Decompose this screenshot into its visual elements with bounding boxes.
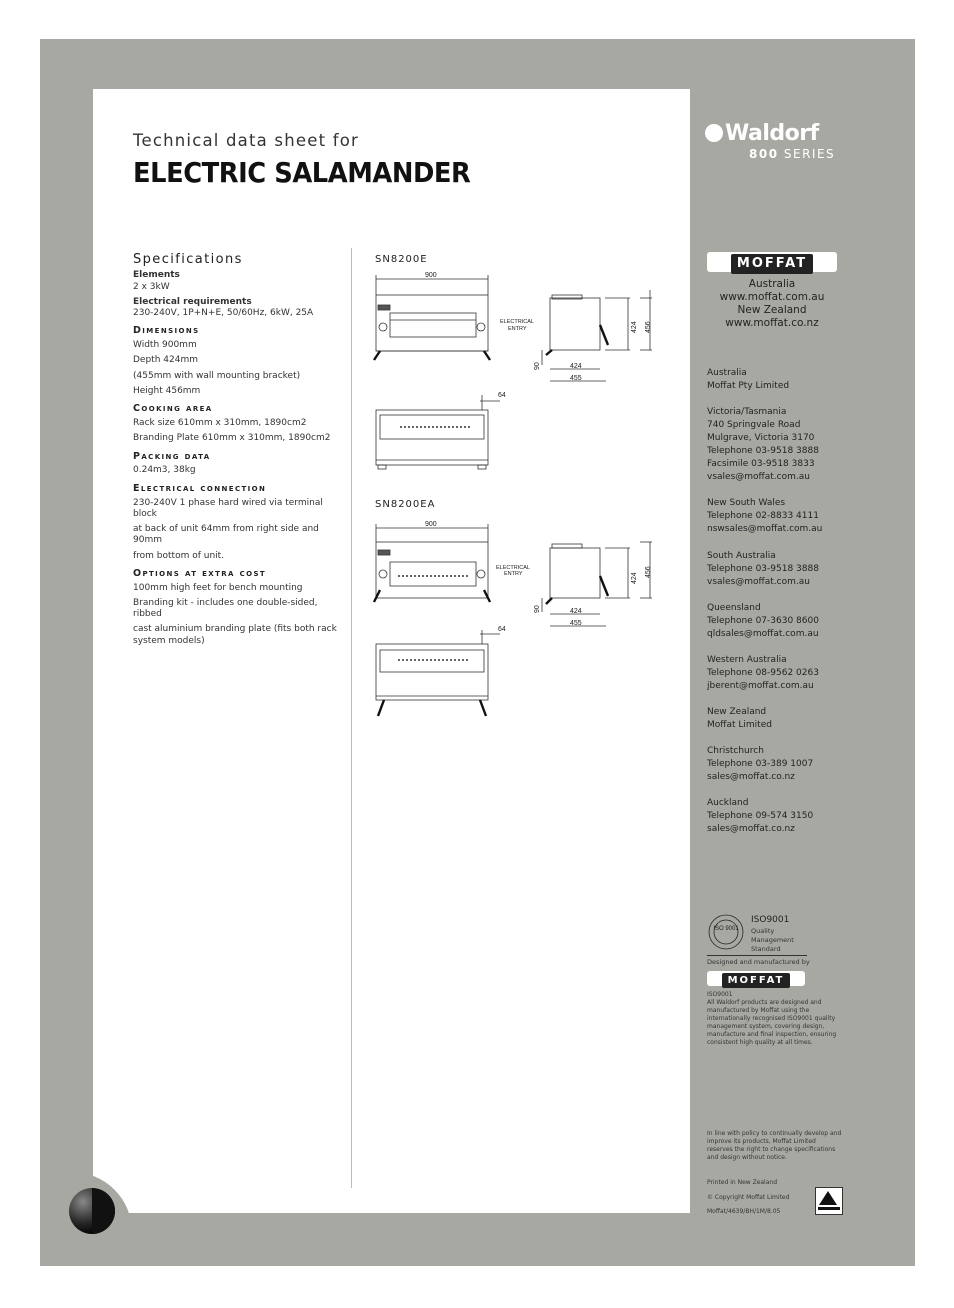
contact-line: Telephone 08-9562 0263: [707, 667, 819, 678]
series-label: [749, 147, 835, 161]
electrical-label: Electrical requirements: [133, 296, 252, 307]
cooking-branding: Branding Plate 610mm x 310mm, 1890cm2: [133, 433, 331, 444]
packing-heading: Packing data: [133, 450, 211, 462]
iso-line-3: Standard: [751, 945, 781, 953]
contact-line: Mulgrave, Victoria 3170: [707, 433, 815, 444]
options-line-1: 100mm high feet for bench mounting: [133, 582, 303, 593]
moffat-small-logo-text: MOFFAT: [722, 973, 791, 988]
moffat-logo: [707, 252, 837, 272]
contact-block: [707, 797, 847, 836]
iso-rule: [707, 955, 807, 956]
waldorf-logo-icon: [705, 124, 723, 142]
dim-width-label: 900: [425, 272, 437, 279]
document-code: Moffat/4639/BH/1M/8.05: [707, 1208, 781, 1215]
contact-block: [707, 550, 847, 589]
contact-line[interactable]: vsales@moffat.com.au: [707, 472, 810, 483]
web-url-1[interactable]: www.moffat.com.au: [719, 291, 825, 304]
dim-height-label: 456: [645, 566, 652, 578]
contact-line[interactable]: sales@moffat.co.nz: [707, 824, 795, 835]
electrical-value: 230-240V, 1P+N+E, 50/60Hz, 6kW, 25A: [133, 308, 314, 318]
cooking-area-heading: Cooking area: [133, 403, 213, 415]
dim-entry-side-label: 64: [498, 392, 506, 399]
web-country-1: Australia: [748, 278, 796, 290]
options-line-2: Branding kit - includes one double-sided, ribbed: [133, 597, 318, 620]
contact-line: Moffat Pty Limited: [707, 381, 790, 392]
model-label-sn8200ea: SN8200EA: [375, 499, 436, 510]
contact-line: Queensland: [707, 602, 761, 613]
series-text: SERIES: [783, 147, 836, 161]
waldorf-logo: [705, 121, 836, 161]
contact-block: [707, 497, 847, 536]
web-url-2[interactable]: www.moffat.co.nz: [725, 317, 819, 330]
contact-line: Telephone 07-3630 8600: [707, 615, 819, 626]
dim-depth-bracket-label: 455: [570, 620, 582, 627]
dim-height-label: 456: [645, 321, 652, 333]
policy-text: In line with policy to continually develop and improve its products, Moffat Limited reserves the right to change specifications and design without notice.: [707, 1130, 842, 1162]
contact-line: Telephone 02-8833 4111: [707, 511, 819, 522]
iso-seal-icon: [707, 913, 749, 953]
contact-line: South Australia: [707, 550, 776, 561]
contact-line: Telephone 09-574 3150: [707, 811, 814, 822]
options-heading: Options at extra cost: [133, 567, 267, 579]
entry-label-1: ELECTRICAL: [496, 565, 530, 571]
designed-by: Designed and manufactured by: [707, 958, 810, 966]
entry-label-2: ENTRY: [504, 571, 523, 577]
iso-title: ISO9001: [751, 915, 790, 925]
certification-mark-icon: [815, 1187, 843, 1215]
copyright-text: © Copyright Moffat Limited: [707, 1194, 790, 1201]
specifications-heading: Specifications: [133, 252, 243, 267]
packing-value: 0.24m3, 38kg: [133, 465, 196, 476]
contact-line: Western Australia: [707, 654, 787, 665]
contact-line: Telephone 03-9518 3888: [707, 446, 819, 457]
contact-line: Telephone 03-389 1007: [707, 759, 814, 770]
elements-value: 2 x 3kW: [133, 281, 170, 292]
sn8200e-drawing: [370, 265, 660, 480]
dimensions-heading: Dimensions: [133, 325, 200, 337]
contact-block: [707, 745, 847, 784]
contact-line: Australia: [707, 368, 747, 378]
contact-line: Facsimile 03-9518 3833: [707, 459, 815, 470]
dim-depth-label: 424: [570, 608, 582, 615]
contact-block: [707, 602, 847, 641]
connection-line-1: 230-240V 1 phase hard wired via terminal block: [133, 497, 323, 519]
document-subtitle: Technical data sheet for: [133, 131, 359, 150]
contact-line[interactable]: sales@moffat.co.nz: [707, 772, 795, 783]
contact-block: [707, 406, 847, 484]
iso-label: ISO9001: [707, 991, 733, 998]
entry-label-2: ENTRY: [508, 326, 527, 332]
cooking-rack: Rack size 610mm x 310mm, 1890cm2: [133, 418, 307, 428]
printed-text: Printed in New Zealand: [707, 1179, 778, 1186]
waldorf-logo-text: Waldorf: [725, 121, 819, 146]
contact-line: New South Wales: [707, 498, 786, 509]
contact-block: [707, 367, 847, 393]
document-title: ELECTRIC SALAMANDER: [133, 156, 471, 189]
moffat-small-logo: [707, 971, 805, 986]
contact-line: Victoria/Tasmania: [707, 407, 787, 418]
connection-line-2: at back of unit 64mm from right side and 90mm: [133, 524, 319, 546]
iso-seal-text: ISO 9001: [713, 926, 739, 932]
dim-depth-bracket-label: 455: [570, 375, 582, 382]
contact-line: Christchurch: [707, 746, 764, 757]
entry-label-1: ELECTRICAL: [500, 319, 534, 325]
dim-entry-bottom-label: 90: [534, 362, 541, 370]
moffat-logo-text: MOFFAT: [731, 254, 813, 274]
dimensions-height: Height 456mm: [133, 385, 201, 396]
contact-line[interactable]: jberent@moffat.com.au: [707, 680, 814, 691]
model-label-sn8200e: SN8200E: [375, 254, 428, 265]
column-divider: [351, 248, 352, 1188]
contact-line: New Zealand: [707, 706, 767, 717]
dim-depth-label: 424: [570, 363, 582, 370]
iso-line-1: Quality: [751, 927, 775, 935]
series-number: 800: [749, 147, 779, 161]
dimensions-width: Width 900mm: [133, 340, 197, 351]
dim-height-inner-label: 424: [631, 572, 638, 584]
dim-height-inner-label: 424: [631, 321, 638, 333]
website-block: [707, 278, 837, 331]
dim-entry-side-label: 64: [498, 626, 506, 633]
contact-line: Moffat Limited: [707, 719, 772, 730]
dimensions-depth: Depth 424mm: [133, 355, 198, 366]
iso-text: All Waldorf products are designed and manufactured by Moffat using the internationally recognised ISO9001 quality management system, covering design, manufacture and final inspection, ensuring consistent high quality at all times.: [707, 999, 837, 1047]
contact-line: Auckland: [707, 798, 749, 809]
contact-block: [707, 706, 847, 732]
contact-block: [707, 654, 847, 693]
dim-width-label: 900: [425, 521, 437, 528]
web-country-2: New Zealand: [737, 304, 807, 317]
sn8200ea-drawing: [370, 512, 660, 727]
contact-line[interactable]: nswsales@moffat.com.au: [707, 524, 823, 535]
dim-entry-bottom-label: 90: [534, 605, 541, 613]
contact-line[interactable]: qldsales@moffat.com.au: [707, 628, 819, 639]
contact-line[interactable]: vsales@moffat.com.au: [707, 576, 810, 587]
connection-heading: Electrical connection: [133, 482, 267, 494]
elements-label: Elements: [133, 270, 180, 281]
corner-ball-icon: [69, 1188, 115, 1234]
contact-line: 740 Springvale Road: [707, 420, 801, 431]
contact-line: Telephone 03-9518 3888: [707, 563, 819, 574]
iso-line-2: Management: [751, 936, 794, 944]
connection-line-3: from bottom of unit.: [133, 550, 225, 561]
contact-list: [707, 367, 847, 849]
dimensions-bracket: (455mm with wall mounting bracket): [133, 370, 301, 381]
specifications-section: [133, 252, 343, 651]
options-line-3: cast aluminium branding plate (fits both rack system models): [133, 624, 337, 646]
